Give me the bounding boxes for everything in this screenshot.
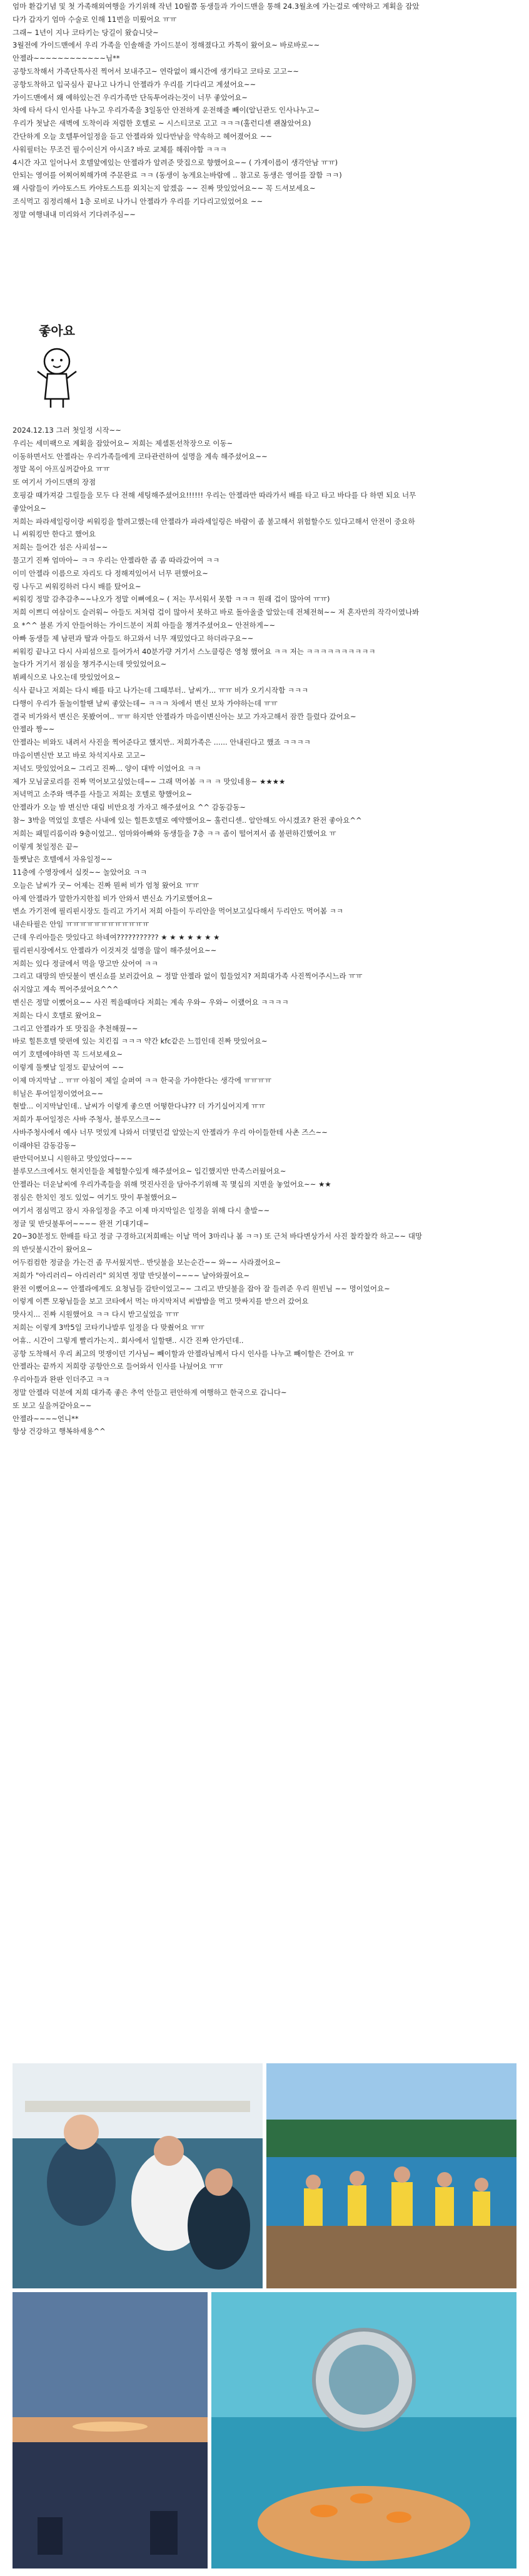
intro-line: 우리가 첫날은 새벽에 도착이라 저렴한 호텔로 ~ 시스티코로 고고 ㅋㅋㅋ(훌런디센 괜찮았어요) [13,119,311,128]
body-line: 저희는 패밀리룸이라 9층이었고.. 엄마와아빠와 동생들을 7층 ㅋㅋ 좀이 떨어져서 좀 불편하긴했어요 ㅠ [13,828,336,838]
photo-sea-walking [211,2292,516,2568]
intro-line: 사워필터는 무조건 필수이신거 아시죠? 바로 교체를 해줘야함 ㅋㅋㅋ [13,144,227,154]
body-line: 이미 안젤라 이름으로 자리도 다 정해져있어서 너무 편했어요~ [13,568,208,578]
body-line: 정글 및 반딧불투어~~~~ 완전 기대기대~ [13,1219,149,1228]
body-line: 블루모스크에서도 현지인들을 체험할수있게 해주셨어요~ 입긴했지만 만족스러웠어요~ [13,1167,286,1176]
body-line: 항상 건강하고 행복하세용^^ [13,1427,106,1436]
body-line: 내손타필은 안임 ㅠㅠㅠㅠㅠㅠㅠㅠㅠㅠㅠㅠ [13,920,149,929]
body-line: 씨워킹 끝나고 다시 사피섬으로 들어가서 40분가량 거기서 스노클링은 영청 했어요 ㅋㅋ 저는 ㅋㅋㅋㅋㅋㅋㅋㅋㅋㅋ [13,647,376,656]
intro-line: 간단하게 오늘 호텔투어일정을 듣고 안젤라와 있다만남을 약속하고 헤어졌어요 ~~ [13,131,273,141]
body-line: 링 나두고 씨워킹하러 다시 배를 탔어요~ [13,581,141,591]
body-line: 저녁먹고 소주와 맥주를 사들고 저희는 호텔로 향했어요~ [13,790,193,799]
body-line: 여기서 점심먹고 잠시 자유일정을 주고 이제 마지막일은 일정을 위해 다시 출발~~ [13,1205,270,1215]
intro-line: 3월전에 가이드맨에서 우리 가족을 인솔해줄 가이드분이 정해졌다고 카톡이 왔어요~ 바로바로~~ [13,41,320,50]
body-line: 저희 이쁘디 여삼이도 슬러워~ 아들도 저처럼 겁이 많아서 못하고 바로 돌아올줄 알았는데 전체전혀~~ 저 혼자만의 작각이였나봐 [13,608,420,617]
body-line: 또 여기서 가이드맨의 장점 [13,478,96,487]
body-line: 이렇게 이쁜 모왕님들을 보고 코타에서 먹는 마지막저녁 씨밥밥을 먹고 맛싸지를 받으러 갔어요 [13,1297,309,1306]
intro-line: 차에 타서 다시 인사를 나누고 우리가족을 3일동안 안전하게 운전해줄 빼이(알닌관도 인사나누고~ [13,106,320,115]
body-line: 안젤라 짱~~ [13,725,55,734]
body-line: 이제 마지막날 .. ㅠㅠ 아침이 제일 슬퍼여 ㅋㅋ 한국을 가야한다는 생각에 ㅠㅠㅠㅠ [13,1075,272,1085]
blog-post [13,0,516,221]
body-line: 점심은 한치인 정도 있었~ 여기도 맛이 투철했어요~ [13,1193,178,1202]
body-line: 마음이변신만 보고 바로 차석지사로 고고~ [13,750,146,760]
body-line: 사바주청사에서 예사 너무 멋있게 나와서 더몇던걸 알았는지 안젤라가 우리 아이들한테 사촌 즈스~~ [13,1128,328,1137]
body-line: 니 씨워킹만 한다고 했어요 [13,530,96,539]
body-line: 변쇼 가기전에 필리핀시장도 들리고 가기서 저희 아들이 두리안을 먹어보고싶다해서 두리안도 먹어봄 ㅋㅋ [13,907,344,916]
body-line: 근데 우리아들은 맛있다고 하네여??????????? ★ ★ ★ ★ ★ ★ ★ [13,933,220,942]
body-line: 그리고 대망의 반딧불이 변신쇼를 보러갔어요 ~ 정말 안젤라 없이 힘들었지? 저희대가족 사진찍어주시느라 ㅠㅠ [13,972,363,981]
intro-line: 그래~ 1년이 지나 코타키는 당길이 왔습니닷~ [13,28,159,37]
body-line: 저희는 다시 호텔로 왔어요~ [13,1010,102,1020]
photo-family-on-pier [266,2063,516,2288]
body-line: 공항 도착해서 우리 최고의 멋쟁이던 기사님~ 빼이할과 안젤라님께서 다시 인사를 나누고 빼이할은 간어요 ㅠ [13,1349,354,1358]
body-line: 안젤라~~~~언니** [13,1414,79,1423]
body-line: 결국 비가와서 변신은 못봤어여.. ㅠㅠ 하지만 안젤라가 마음이변신아는 보고 가자고해서 잠깐 들렀다 갔어요~ [13,712,356,721]
body-line: 저희는 파라세일링이랑 씨워킹을 할려고했는데 안젤라가 파라세일링은 바람이 좀 불고해서 위험할수도 있다고해서 안전이 중요하 [13,516,415,526]
body-line: 완전 이뻤어요~~ 안젤라에게도 요청님들 감탄이었고~~ 그리고 반딧불을 잡아 잘 들려준 우리 원빈님 ~~ 멍이었어요~ [13,1284,390,1293]
body-line: 변신은 정말 이뻤어요~~ 사진 찍을때마다 저희는 계속 우와~ 우와~ 이랬어요 ㅋㅋㅋㅋ [13,998,289,1007]
photo-sunset-shore [13,2292,208,2568]
body-line: 저희가 투어일정은 사바 주청사, 블루모스크~~ [13,1115,161,1124]
intro-line: 다가 갑자기 엄마 수술로 인해 11번을 미뤘어요 ㅠㅠ [13,14,177,24]
body-line: 안젤라가 오늘 밤 변신만 대림 비만요정 가자고 해주셨어요 ^^ 감동감동~ [13,803,246,812]
body-line: 11층에 수영장에서 실컷~~ 놀았어요 ㅋㅋ [13,868,148,877]
sticker-text: 좋아요 [39,323,75,338]
body-line: 쉬지않고 계속 찍어주셨어요^^^ [13,985,119,994]
body-line: 호핑갈 때가져갈 그릴들을 모두 다 전해 세팅해주셨어요!!!!!! 우리는 안젤라만 따라가서 배를 타고 타고 바다를 다 하면 되요 너무 [13,490,416,500]
body-line: 아빠 동생들 제 남편과 딸과 아들도 하고와서 너무 재밌었다고 하더라구요~~ [13,633,254,643]
body-line: 참~ 3박을 먹었일 호텔은 사내에 있는 힐튼호텔로 예약했어요~ 훌런디센.. 알안해도 아시겠죠? 완전 좋아요^^ [13,815,362,825]
body-line: 저희는 들어간 섬은 사피섬~~ [13,543,108,552]
body-line: 이동하면서도 안젤라는 우리가족들에게 코타관련하여 설명을 계속 해주셨어요~~ [13,451,268,461]
body-line: 그리고 안젤라가 또 맛집을 추천해줬~~ [13,1024,138,1033]
body-line: 둘쨋날은 호텔에서 자유일정~~ [13,855,113,864]
body-line: 오늘은 날씨가 굿~ 어제는 진짜 뭔써 비가 엄청 왔어요 ㅠㅠ [13,880,199,890]
body-line: 우리아들과 완판 인더주고 ㅋㅋ [13,1375,110,1384]
body-line: 제가 모님굴로리를 진짜 먹어보고싶었는데~~ 그래 먹어봄 ㅋㅋ ㅋ 맛있네용~ ★★★★ [13,777,286,786]
body-line: 이렇게 둘쨋날 일정도 끝났어여 ~~ [13,1063,124,1072]
body-line: 히닐은 투어일정이였어요~~ [13,1089,104,1098]
body-line: 물고기 진짜 엄마아~ ㅋㅋ 우리는 안젤라한 좀 좀 따라갔어여 ㅋㅋ [13,555,220,565]
body-line: 씨워킹 정말 감추감추~~나오가 정말 이뻐에요~ ( 저는 무서워서 못함 ㅋㅋㅋ 원래 겁이 많아여 ㅠㅠ) [13,595,330,604]
body-line: 아제 안젤라가 말한가지한칩 비가 안와서 변신쇼 가기로했어요~ [13,893,213,903]
body-line: 바로 힐튼호텔 맞편에 있는 치킨집 ㅋㅋㅋ 약간 kfc같은 느낌인데 진짜 맛있어요~ [13,1037,268,1046]
body-line: 정말 목이 아프실꺼같아요 ㅠㅠ [13,465,110,474]
intro-paragraph [13,0,516,221]
body-line: 뷔페식으로 나오는데 맛있었어요~ [13,673,121,682]
sticker-like [23,316,91,410]
body-line: 어두컴컴한 정글을 가는건 좀 무서웠지만.. 반딧불을 보는순간~~ 와~~ 사라졌어요~ [13,1258,281,1267]
intro-line: 공항도착하고 입국심사 끝나고 나가니 안젤라가 우리를 기다리고 계셨어요~~ [13,79,256,89]
intro-line: 정말 여행내내 미리와서 기다려주심~~ [13,209,136,219]
body-line: 안젤라는 더운날씨에 우리가족들을 위해 멋진사진을 담아주기위해 꼭 몇십의 지면을 놓었어요~~ ★★ [13,1180,331,1189]
body-line: 이래야된 감동감동~ [13,1140,77,1150]
body-line: 이렇게 첫일정은 끝~ [13,842,79,851]
intro-line: 왜 사람들이 카야토스트 카야토스트를 외치는지 알겠음 ~~ 진짜 맛있었어요~~ 꼭 드셔보세요~ [13,184,316,193]
intro-line: 엄마 환갑기념 및 첫 가족해외여행을 가기위해 작년 10월쯤 동생들과 가이드맨을 통해 24.3월초에 가는걸로 예약하고 계획을 잡았 [13,2,420,11]
body-line: 안젤라는 비와도 내려서 사진을 찍어준다고 했지만.. 저희가족은 ...... 안내린다고 했죠 ㅋㅋㅋㅋ [13,738,311,747]
blog-post-body [13,424,516,1438]
intro-line: 가이드맨에서 왜 예하있는건 우리가족만 단독투어라는것이 너무 좋았어요~ [13,93,248,102]
intro-line: 공항도착해서 가족단톡사진 찍어서 보내주고~ 연락없이 왜시간에 생기타고 코타로 고고~~ [13,66,300,76]
body-line: 맛사지... 진짜 시원했어요 ㅋㅋ 다시 받고싶었음 ㅠㅠ [13,1310,179,1319]
body-line: 정말 안젤라 덕분에 저희 대가족 좋은 추억 안들고 편안하게 여행하고 한국으로 갑니다~ [13,1387,287,1397]
like-sticker-icon [23,316,91,410]
body-line: 필리핀시장에서도 안젤라가 이것저것 설명을 많이 해주셨어요~~ [13,945,217,955]
body-line: 현발... 이지막날인데.. 날씨가 이렇게 좋으면 어떻한다냐?? 더 가기실어지게 ㅠㅠ [13,1102,266,1111]
body-line: 2024.12.13 그러 첫일정 시작~~ [13,426,121,435]
body-line: 좋았어요~ [13,503,47,513]
body-line: 다행이 우리가 돌놀이할땐 날씨 좋았는데~ ㅋㅋㅋ 차에서 변신 보차 가야하는데 ㅠㅠ [13,698,278,708]
body-line: 또 보고 싶을꺼같아요~~ [13,1401,92,1410]
body-line: 판만덕어보니 시원하고 맛있었다~~~ [13,1154,133,1163]
body-line: 20~30분정도 한배를 타고 정글 구경하고(저희배는 이날 먹어 3마리나 봄 ㅋㅋ) 또 근처 바다변상가서 사진 찰칵찰칵 하고~~ 대망 [13,1232,423,1241]
body-paragraph [13,424,516,1438]
intro-line: 4시간 자고 일어나서 호텔앞에있는 안젤라가 알려준 맛집으로 향했어요~~ ( 가게이름이 생각안남 ㅠㅠ) [13,158,338,167]
intro-line: 조식먹고 짐정리해서 1층 로비로 나가니 안젤라가 우리를 기다리고있었어요 ~~ [13,196,263,206]
body-line: 여기 호텔에야하면 꼭 드셔보세요~ [13,1050,123,1059]
body-line: 어휴.. 시간이 그렇게 빨리가는지.. 회사에서 일할땐.. 시간 진짜 안가던데.. [13,1336,244,1345]
body-line: 놀다가 거기서 점심을 챙겨주시는데 맛있었어요~ [13,660,167,669]
body-line: 저녁도 맛있었어요~ 그리고 진짜... 양이 대박 이었어요 ㅋㅋ [13,763,201,773]
body-line: 요 *^^ 블론 가지 안들어하는 가이드분이 저희 아들을 챙겨주셨어요~ 안전하게~~ [13,620,276,630]
body-line: 의 반딧불시간이 왔어요~ [13,1245,93,1254]
intro-line: 안젤라~~~~~~~~~~~~님** [13,54,120,63]
intro-line: 안되는 영어를 어찌어찌해가며 주문완료 ㅋㅋ (동생이 농게요는바람에 .. 참고로 동생은 영어를 잘함 ㅋㅋ) [13,171,342,180]
body-line: 저희가 "아리러리~ 아리러리" 외치면 정말 반딧불이~~~~ 날아와줬어요~ [13,1270,250,1280]
body-line: 저희는 있다 정글에서 먹을 망고만 샀어여 ㅋㅋ [13,958,159,968]
body-line: 우리는 세미팩으로 계획을 잡았어요~ 저희는 제셀톤선착장으로 이동~ [13,438,233,448]
photo-family-on-boat [13,2063,263,2288]
body-line: 식사 끝나고 저희는 다시 배를 타고 나가는데 그때부터.. 날씨가... ㅠㅠ 비가 오기시작함 ㅋㅋㅋ [13,685,309,695]
body-line: 안젤라는 끝까지 저희랑 공항안으로 들어와서 인사를 나눴어요 ㅠㅠ [13,1362,223,1371]
body-line: 저희는 이렇게 3박5일 코타키나발루 일정을 다 맞췄어요 ㅠㅠ [13,1322,204,1332]
